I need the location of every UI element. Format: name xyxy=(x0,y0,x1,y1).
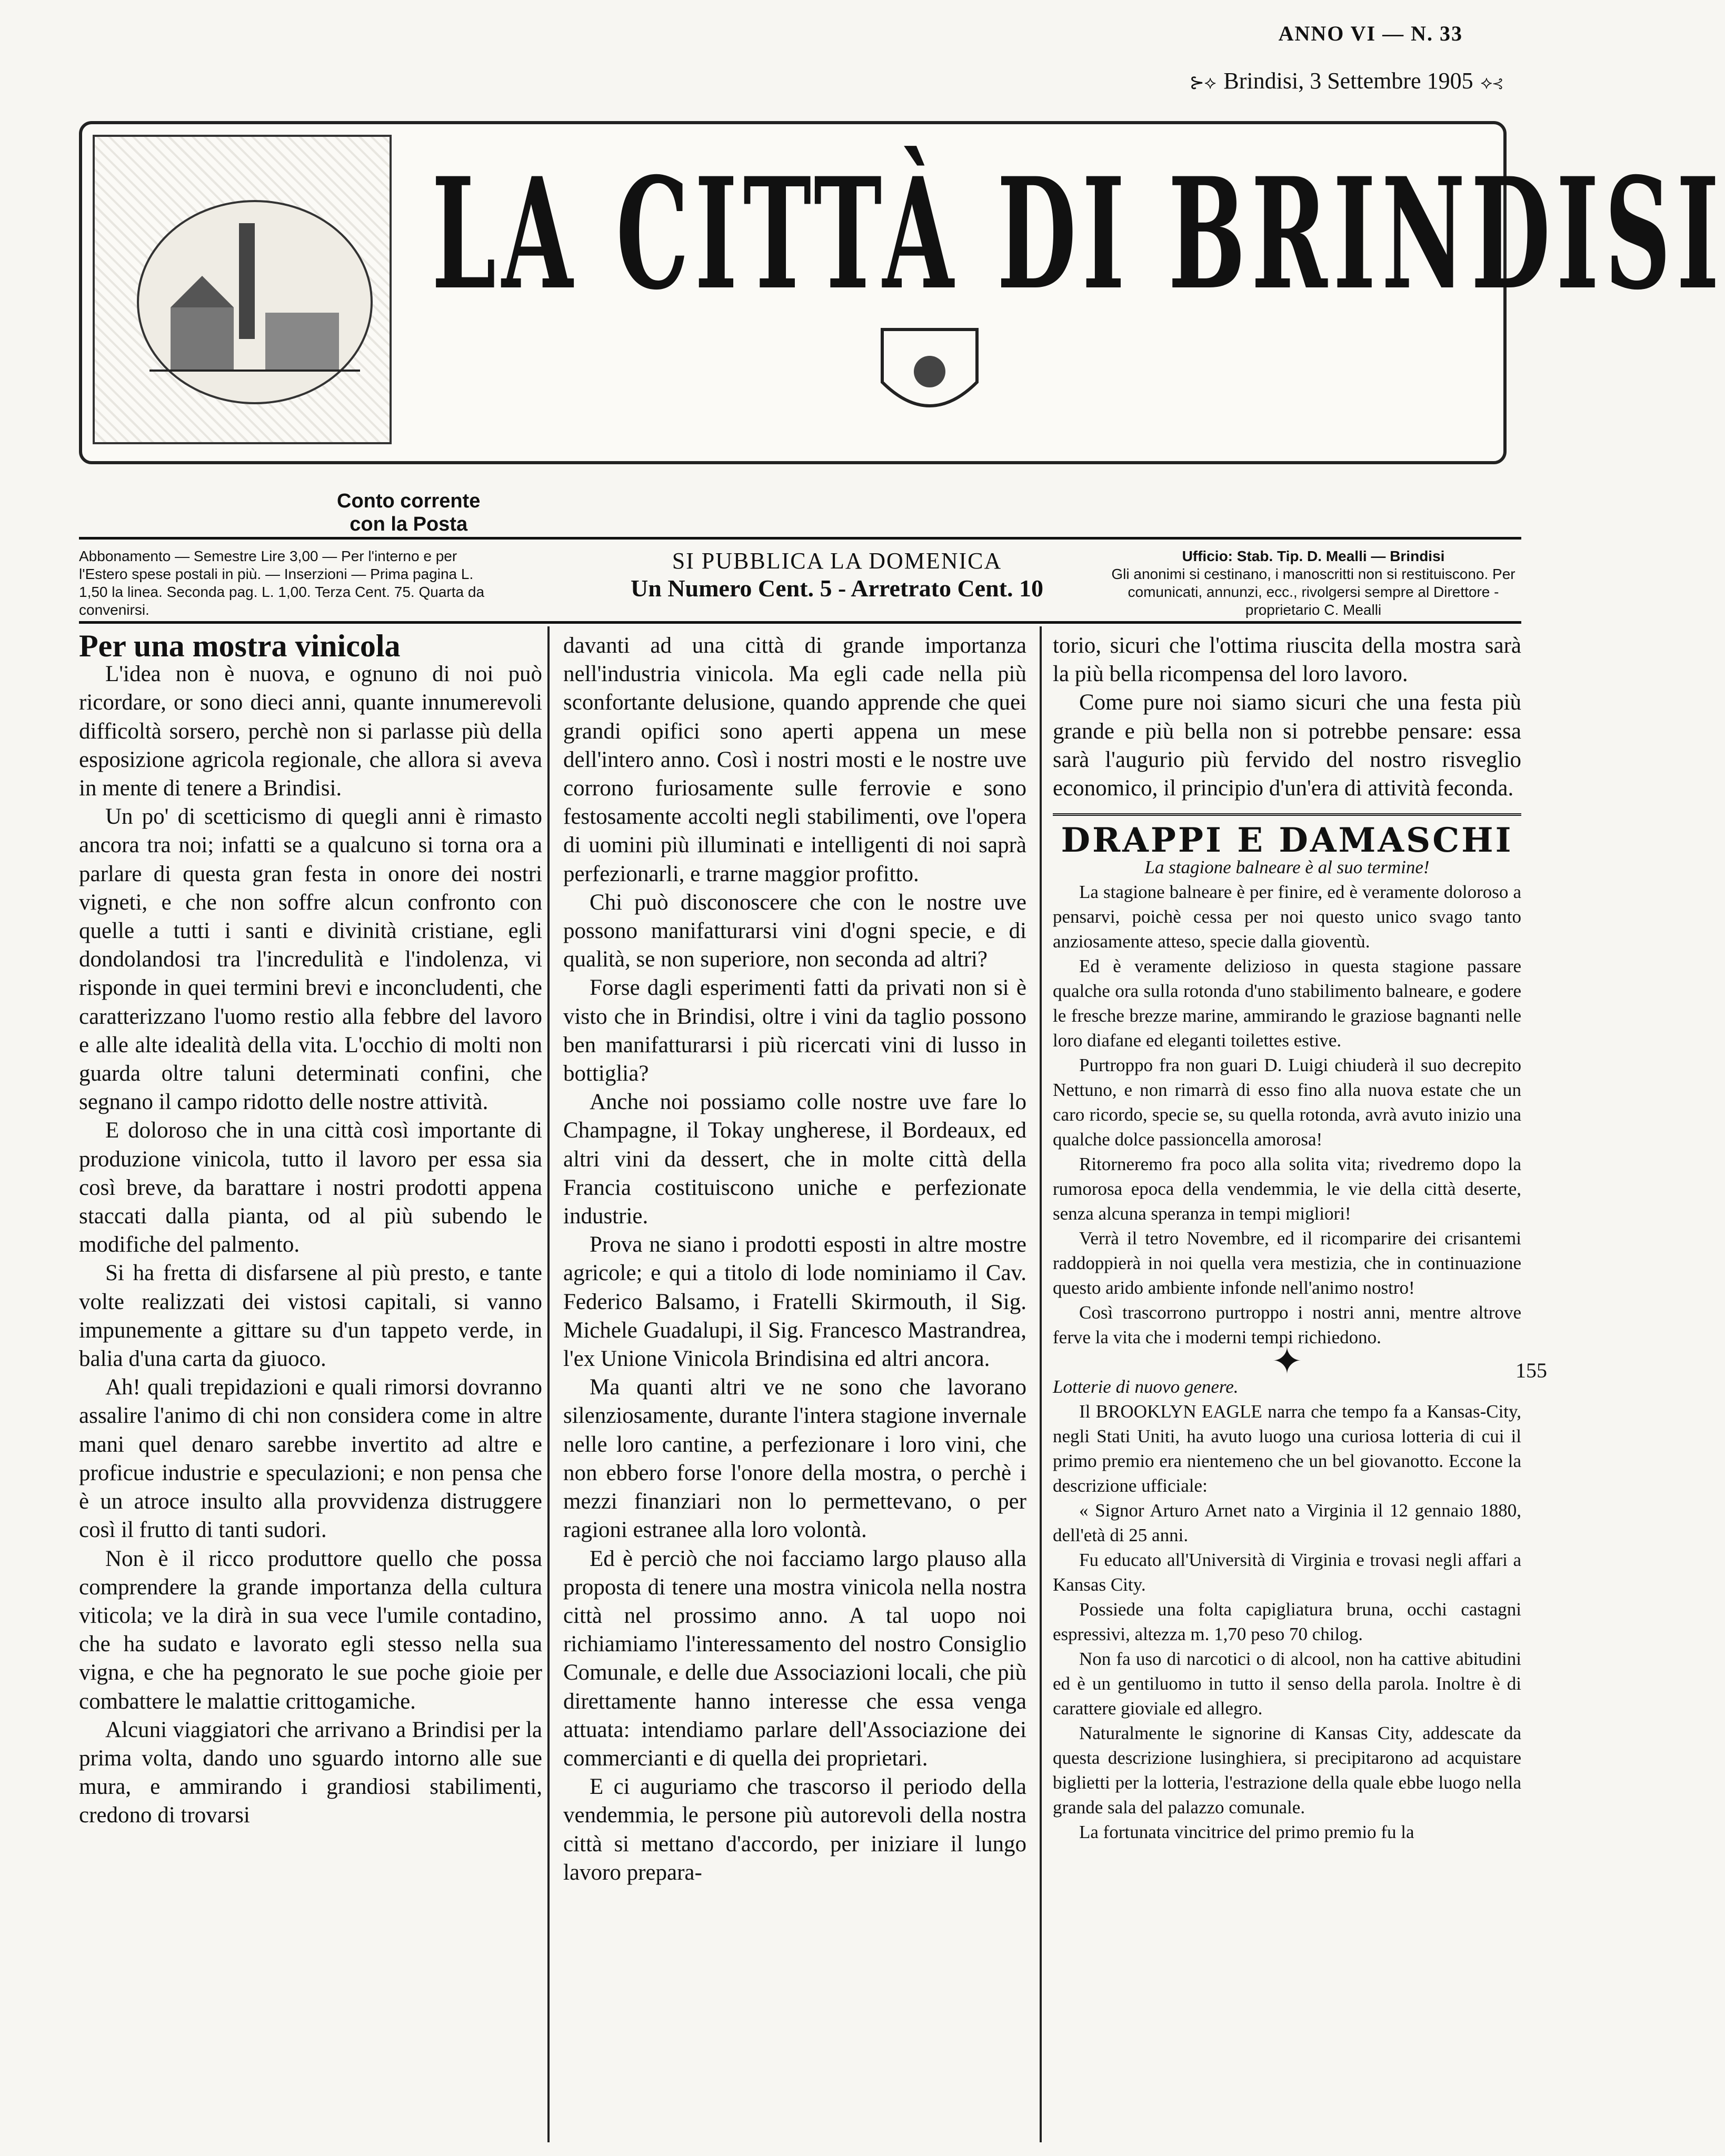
paragraph: Così trascorrono purtroppo i nostri anni, mentre altrove ferve la vita che i moderni tempi richiedono. xyxy=(1053,1302,1521,1348)
shield-crest-icon xyxy=(872,324,988,430)
paragraph: Ritorneremo fra poco alla solita vita; rivedremo dopo la rumorosa epoca della vendemmia, le vie della città deserte, senza alcuna speranza in tempi migliori! xyxy=(1053,1154,1521,1224)
paragraph: Il BROOKLYN EAGLE narra che tempo fa a Kansas-City, negli Stati Uniti, ha avuto luogo una curiosa lotteria di cui il primo premio era nientemeno che un bel giovanotto. Eccone la descrizione ufficiale: xyxy=(1053,1401,1521,1496)
conto-line: Conto corrente xyxy=(337,490,481,512)
paragraph: E doloroso che in una città così importante di produzione vinicola, tutto il lavoro per essa sia così breve, da barattare i nostri prodotti appena staccati dalla pianta, od al più subendo le modifiche del palmento. xyxy=(79,1118,542,1257)
paragraph: Ed è perciò che noi facciamo largo plauso alla proposta di tenere una mostra vinicola nella nostra città nel prossimo anno. A tal uopo noi richiamiamo l'interessamento del nostro Consiglio Comunale, e delle due Associazioni locali, che più direttamente hanno interesse che essa venga attuata: intendiamo parlare dell'Associazione dei commercianti e di quella dei proprietari. xyxy=(563,1546,1026,1771)
paragraph: Chi può disconoscere che con le nostre uve possono manifatturarsi vini d'ogni specie, e di qualità, se non superiore, non seconda ad altri? xyxy=(563,890,1026,972)
newspaper-title: LA CITTÀ DI BRINDISI xyxy=(432,145,1725,324)
subheading: Lotterie di nuovo genere. xyxy=(1053,1376,1239,1398)
bat-ornament-icon: ✦ xyxy=(1271,1342,1303,1383)
article-title: Per una mostra vinicola xyxy=(79,628,401,663)
header-rule-bottom xyxy=(79,621,1521,624)
paragraph: Ah! quali trepidazioni e quali rimorsi dovranno assalire l'animo di chi non considera come in altre mani quel denaro sarebbe invertito ad altre e proficue industrie e speculazioni; e non pensa che è un atroce insulto alla provvidenza distruggere così il frutto di tanti sudori. xyxy=(79,1375,542,1543)
subscription-info: Abbonamento — Semestre Lire 3,00 — Per l'interno e per l'Estero spese postali in più. — Inserzioni — Prima pagina L. 1,50 la linea. Seconda pag. L. 1,00. Terza Cent. 75. Quarta da convenirsi. xyxy=(79,548,485,618)
paragraph: Alcuni viaggiatori che arrivano a Brindisi per la prima volta, dando uno sguardo intorno alle sue mura, e ammirando i grandiosi stabilimenti, credono di trovarsi xyxy=(79,1717,542,1828)
column-3 xyxy=(1053,632,1521,1844)
office-address: Ufficio: Stab. Tip. D. Mealli — Brindisi xyxy=(1182,548,1445,564)
publication-info xyxy=(574,547,1100,602)
ornament-left-icon: ⊱⟡ xyxy=(1189,73,1217,93)
paragraph: Un po' di scetticismo di quegli anni è rimasto ancora tra noi; infatti se a qualcuno si torna ora a parlare di questa gran festa in onore dei nostri vigneti, e che non soffre alcun confronto con quelle a tutti i santi e divinità cristiane, egli dondolandosi tra l'incredulità e l'indolenza, vi risponde in quei termini brevi e inconcludenti, che caratterizzano l'uomo restio alla febbre del lavoro e alle alte idealità della vita. L'occhio di molti non guarda oltre taluni determinati confini, che segnano il campo ridotto delle nostre attività. xyxy=(79,804,542,1115)
info-bar xyxy=(79,542,1521,621)
header-rule-top xyxy=(79,537,1521,540)
column-2 xyxy=(563,632,1026,1887)
date: Brindisi, 3 Settembre 1905 xyxy=(1223,68,1473,94)
publication-day: SI PUBBLICA LA DOMENICA xyxy=(672,548,1002,574)
office-note: Gli anonimi si cestinano, i manoscritti non si restituiscono. Per comunicati, annunzi, ecc., rivolgersi sempre al Direttore - proprietario C. Mealli xyxy=(1111,566,1515,618)
paragraph: Verrà il tetro Novembre, ed il ricomparire dei crisantemi raddoppierà in noi quella vera mestizia, che in continuazione questo arido ambiente infonde nell'animo nostro! xyxy=(1053,1228,1521,1299)
harbor-vignette-icon xyxy=(137,200,373,404)
paragraph: Fu educato all'Università di Virginia e trovasi negli affari a Kansas City. xyxy=(1053,1550,1521,1595)
paragraph: Possiede una folta capigliatura bruna, occhi castagni espressivi, altezza m. 1,70 peso 70 chilog. xyxy=(1053,1599,1521,1645)
column-1 xyxy=(79,628,542,1830)
issue-number: ANNO VI — N. 33 xyxy=(1278,22,1463,45)
office-info xyxy=(1105,547,1521,619)
paragraph: torio, sicuri che l'ottima riuscita della mostra sarà la più bella ricompensa del loro lavoro. xyxy=(1053,633,1521,687)
paragraph: Prova ne siano i prodotti esposti in altre mostre agricole; e qui a titolo di lode nominiamo il Cav. Federico Balsamo, i Fratelli Skirmouth, il Sig. Michele Guadalupi, il Sig. Francesco Mastrandrea, l'ex Unione Vinicola Brindisina ed altri ancora. xyxy=(563,1232,1026,1372)
paragraph: Purtroppo fra non guari D. Luigi chiuderà il suo decrepito Nettuno, e non rimarrà di esso fino alla nuova estate che un caro ricordo, specie se, su quella rotonda, avrà avuto inizio una qualche dolce passioncella amorosa! xyxy=(1053,1055,1521,1150)
paragraph: Ma quanti altri ve ne sono che lavorano silenziosamente, durante l'intera stagione invernale nelle loro cantine, a perfezionare i loro vini, che non ebbero forse l'onore della mostra, o perchè i mezzi finanziari non lo permettevano, o per ragioni estranee alla loro volontà. xyxy=(563,1375,1026,1543)
paragraph: Non fa uso di narcotici o di alcool, non ha cattive abitudini ed è un gentiluomo in tutto il senso della parola. Inoltre è di carattere gioviale ed allegro. xyxy=(1053,1649,1521,1719)
paragraph: Non è il ricco produttore quello che possa comprendere la grande importanza della cultura viticola; ve la dirà in sua vece l'umile contadino, che ha sudato e lavorato egli stesso nella sua vigna, e che ha pegnorato le sue poche gioie per combattere le malattie crittogamiche. xyxy=(79,1546,542,1714)
paragraph: Forse dagli esperimenti fatti da privati non si è visto che in Brindisi, oltre i vini da taglio possono ben manifatturarsi i più ricercati vini di lusso in bottiglia? xyxy=(563,975,1026,1086)
price-line: Un Numero Cent. 5 - Arretrato Cent. 10 xyxy=(631,575,1043,602)
paragraph: L'idea non è nuova, e ognuno di noi può ricordare, or sono dieci anni, quante innumerevoli difficoltà sorsero, perchè non si parlasse più della esposizione agricola regionale, che allora si aveva in mente di tenere a Brindisi. xyxy=(79,662,542,801)
section-divider xyxy=(1053,813,1521,816)
column-divider-2 xyxy=(1040,626,1042,2142)
column-divider-1 xyxy=(547,626,550,2142)
paragraph: La fortunata vincitrice del primo premio fu la xyxy=(1079,1822,1414,1843)
decorative-frame xyxy=(93,135,392,444)
paragraph: Ed è veramente delizioso in questa stagione passare qualche ora sulla rotonda d'uno stabilimento balneare, e godere le fresche brezze marine, ammirando le graziose bagnanti nelle loro diafane ed eleganti toilettes estive. xyxy=(1053,956,1521,1051)
ornament-right-icon: ⟡⊰ xyxy=(1480,73,1503,93)
paragraph: Naturalmente le signorine di Kansas City, addescate da questa descrizione lusinghiera, si precipitarono ad acquistare biglietti per la lotteria, l'estrazione della quale ebbe luogo nella grande sala del palazzo comunale. xyxy=(1053,1723,1521,1818)
margin-note: 155 xyxy=(1515,1359,1547,1382)
postal-note xyxy=(337,490,480,536)
paragraph: Come pure noi siamo sicuri che una festa più grande e più bella non si potrebbe pensare: essa sarà l'augurio più fervido del nostro risveglio economico, il principio d'un'era di attività feconda. xyxy=(1053,690,1521,801)
paragraph: davanti ad una città di grande importanza nell'industria vinicola. Ma egli cade nella più sconfortante delusione, quando apprende che quei grandi opifici sono aperti appena un mese dell'intero anno. Così i nostri mosti e le nostre uve corrono furiosamente sulle ferrovie e sono festosamente accolti negli stabilimenti, ove l'opera di uomini più illuminati e intelligenti di noi saprà perfezionarli, e trarne maggior profitto. xyxy=(563,633,1026,886)
section-title: DRAPPI E DAMASCHI xyxy=(1061,821,1513,861)
paragraph: « Signor Arturo Arnet nato a Virginia il 12 gennaio 1880, dell'età di 25 anni. xyxy=(1053,1500,1521,1546)
paragraph: Si ha fretta di disfarsene al più presto, e tante volte realizzati dei vistosi capitali, si vanno impunemente a gittare su d'un tappeto verde, in balia d'una carta da giuoco. xyxy=(79,1261,542,1372)
drappi-body xyxy=(1053,855,1521,1844)
paragraph: E ci auguriamo che trascorso il periodo della vendemmia, le persone più autorevoli della nostra città si mettano d'accordo, per iniziare il lungo lavoro prepara- xyxy=(563,1774,1026,1885)
paragraph: Anche noi possiamo colle nostre uve fare lo Champagne, il Tokay ungherese, il Bordeaux, ed altri vini da dessert, che in molte città della Francia costituiscono uniche e perfezionate industrie. xyxy=(563,1090,1026,1229)
posta-line: con la Posta xyxy=(350,513,468,535)
paragraph: La stagione balneare è per finire, ed è veramente doloroso a pensarvi, poichè cessa per noi questo unico svago tanto anziosamente atteso, specie dalla gioventù. xyxy=(1053,882,1521,952)
dateline xyxy=(1182,67,1510,94)
subheading: La stagione balneare è al suo termine! xyxy=(1144,857,1430,878)
